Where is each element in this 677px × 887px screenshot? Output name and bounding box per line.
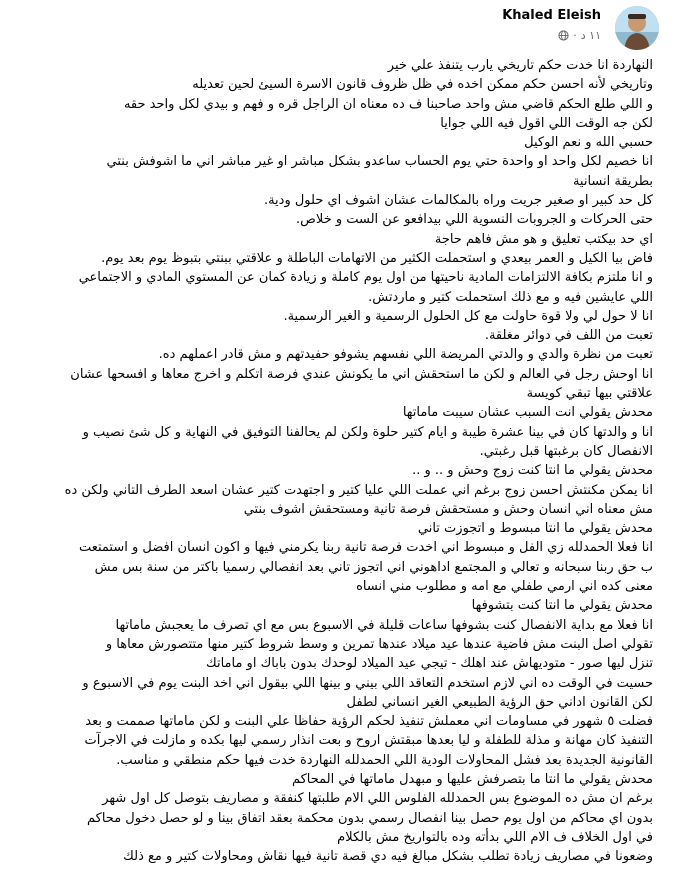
author-name[interactable]: Khaled Eleish <box>502 8 601 23</box>
post-text-line: وتاريخي لأنه احسن حكم ممكن اخده في ظل ظروف قانون الاسرة السيئ لحين تعديله <box>192 77 653 93</box>
post-text-line: و اللي طلع الحكم قاضي مش واحد صاحبنا ف ده معناه ان الراجل قره و فهم و بيدي لكل واحد حقه <box>123 96 653 112</box>
post-text-line: محدش يقولي ما انتا ما بتصرفش عليها و مبهدل ماماتها في المحاكم <box>291 771 653 787</box>
post-text-line: فضلت ٥ شهور في مساومات اني معملش تنفيذ لحكم الرؤية حفاظا علي البنت و لكن ماماتها صممت و بعد <box>85 714 653 730</box>
post-text-line: انا اوحش رجل في العالم و لكن ما استحقش اني ما يكونش عندي فرصة اتكلم و اخرج معاها و افسحها عشان <box>70 366 653 382</box>
dot-separator: · <box>573 29 577 42</box>
post-text-line: انا يمكن مكنتش احسن زوج برغم اني عملت اللي عليا كتير و اجتهدت كتير عشان اسعد الطرف التاني ولكن ده <box>64 482 653 498</box>
post-text-line: ب حق ربنا سبحانه و تعالي و المجتمع اداهوني اني اتجوز تاني بعد انفصالي رسميا باكتر من سنة بس مش <box>94 559 653 575</box>
post-text-line: محدش يقولي انت السبب عشان سيبت ماماتها <box>402 405 653 421</box>
post-text-line: بطريقة انسانية <box>572 173 653 189</box>
post-text-line: اي حد بيكتب تعليق و هو مش فاهم حاجة <box>434 231 653 247</box>
post-text-line: انا فعلا الحمدلله زي الفل و مبسوط اني اخدت فرصة تانية ربنا يكرمني فيها و اكون انسان افضل و استمتعت <box>78 540 653 556</box>
post-text-line: برغم ان مش ده الموضوع بس الحمدلله الفلوس اللي الام طلبتها كنفقة و مصاريف بتوصل كل اول شهر <box>102 791 653 807</box>
post-meta <box>558 29 601 42</box>
post-text-line: في اول الخلاف ف الام اللي بدأته وده بالتواريخ مش بالكلام <box>337 829 653 845</box>
post-text-line: حتى الحركات و الجروبات النسوية اللي بيدافعو عن الست و خلاص. <box>296 212 653 228</box>
post-text-line: النهاردة انا خدت حكم تاريخي يارب يتنفذ علي خير <box>387 58 653 73</box>
post-text-line: فاض بيا الكيل و العمر بيعدي و استحملت الكثير من الاتهامات الباطلة و علاقتي ببنتي بتبوظ يوم بعد يوم. <box>101 250 653 266</box>
post-header <box>0 0 677 60</box>
post-text-line: تقولي اصل البنت مش فاضية عندها عيد ميلاد عندها تمرين و وسط شروط كتير منها متتصورش معاها و <box>105 636 653 652</box>
post-text-line: تعبت من نظرة والدي و والدتي المريضة اللي نفسهم يشوفو حفيدتهم و مش قادر اعملهم ده. <box>158 347 653 363</box>
post-text-line: اللي عايشين فيه و مع ذلك استحملت كتير و ماردتش. <box>368 289 653 305</box>
post-text-line: محدش يقولي ما انتا كنت زوج وحش و .. و .. <box>412 463 653 479</box>
post-text-line: القانونية الجديدة بعد فشل المحاولات الودية اللي الحمدلله النهاردة خدت فيها حكم منطقي و مناسب. <box>116 752 653 768</box>
avatar-photo <box>615 6 659 50</box>
post-text-line: لكن القانون اداني حق الرؤية الطبيعي الغير انساني لطفل <box>346 694 653 710</box>
post-text-line: حسبي الله و نعم الوكيل <box>524 135 653 151</box>
post-text-line: و انا ملتزم بكافة الالتزامات المادية ناحيتها من اول يوم كاملة و زيادة كمان عن المستوي المادي و الاجتماعي <box>78 270 653 286</box>
author-avatar[interactable] <box>615 6 659 50</box>
post-text-line: محدش يقولي ما انتا كنت بتشوفها <box>471 598 653 614</box>
post-text-line: انا فعلا مع بداية الانفصال كنت بشوفها ساعات قليلة في الاسبوع بس مع اي تصرف ما يعجبش ماماتها <box>115 617 653 633</box>
post-body <box>0 56 667 866</box>
post-text-line: كل حد كبير او صغير جريت وراه بالمكالمات عشان اشوف اي حلول ودية. <box>263 193 653 209</box>
post-text-line: لكن جه الوقت اللي اقول فيه اللي جوايا <box>440 115 653 131</box>
post-text-line: وضعونا في مصاريف زيادة تطلب بشكل مبالغ فيه دي قصة تانية فيها نقاش ومحاولات كتير و مع ذلك <box>123 849 653 865</box>
post-text-line: بدون اي محاكم من اول يوم حصل بينا انفصال رسمي بدون محكمة بعقد اتفاق بينا و لو حصل دخول محاكم <box>87 810 653 826</box>
post-text-line: التنفيذ كان مهانة و مذلة للطفلة و ليا بعدها مبقتش اروح و بعت انذار رسمي ليها بكده و مازلت في الاجرآت <box>84 733 653 749</box>
post-text-line: تعبت من اللف في دوائر مغلقة. <box>484 328 653 344</box>
post-text-line: علاقتي بيها تبقي كويسة <box>526 386 653 402</box>
post-text-line: انا خصيم لكل واحد او واحدة حتي يوم الحساب ساعدو بشكل مباشر او غير مباشر اني ما اشوفش بنتي <box>106 154 653 170</box>
post-text-line: معنى كده اني ارمي طفلي مع امه و مطلوب مني انساه <box>356 579 653 595</box>
post-time[interactable]: ١١ د <box>580 29 601 42</box>
post-text-line: محدش يقولي ما انتا مبسوط و اتجوزت تاني <box>417 521 653 537</box>
post-text-line: مش معناه اني انسان وحش و مستحقش فرصة تانية ومستحقش اشوف بنتي <box>243 501 653 517</box>
post-text-line: الانفصال كان برغبتها قبل رغبتي. <box>479 443 653 459</box>
post-text-line: تنزل ليها صور - متوديهاش عند اهلك - تيجي عيد الميلاد لوحدك بدون باباك او ماماتك <box>206 656 653 672</box>
post-text-line: انا لا حول لي ولا قوة حاولت مع كل الحلول الرسمية و الغير الرسمية. <box>283 308 653 324</box>
post-text-line: حسيت في الوقت ده اني لازم استخدم التعاقد اللي بيني و بينها اللي بيقول اني اخد البنت يوم في الاسبوع و <box>82 675 653 691</box>
globe-icon[interactable] <box>558 30 569 41</box>
post-text-line: انا و والدتها كان في بينا عشرة طيبة و ايام كتير حلوة ولكن لم يحالفنا التوفيق في النهاية و كل شئ نصيب و <box>82 424 653 440</box>
